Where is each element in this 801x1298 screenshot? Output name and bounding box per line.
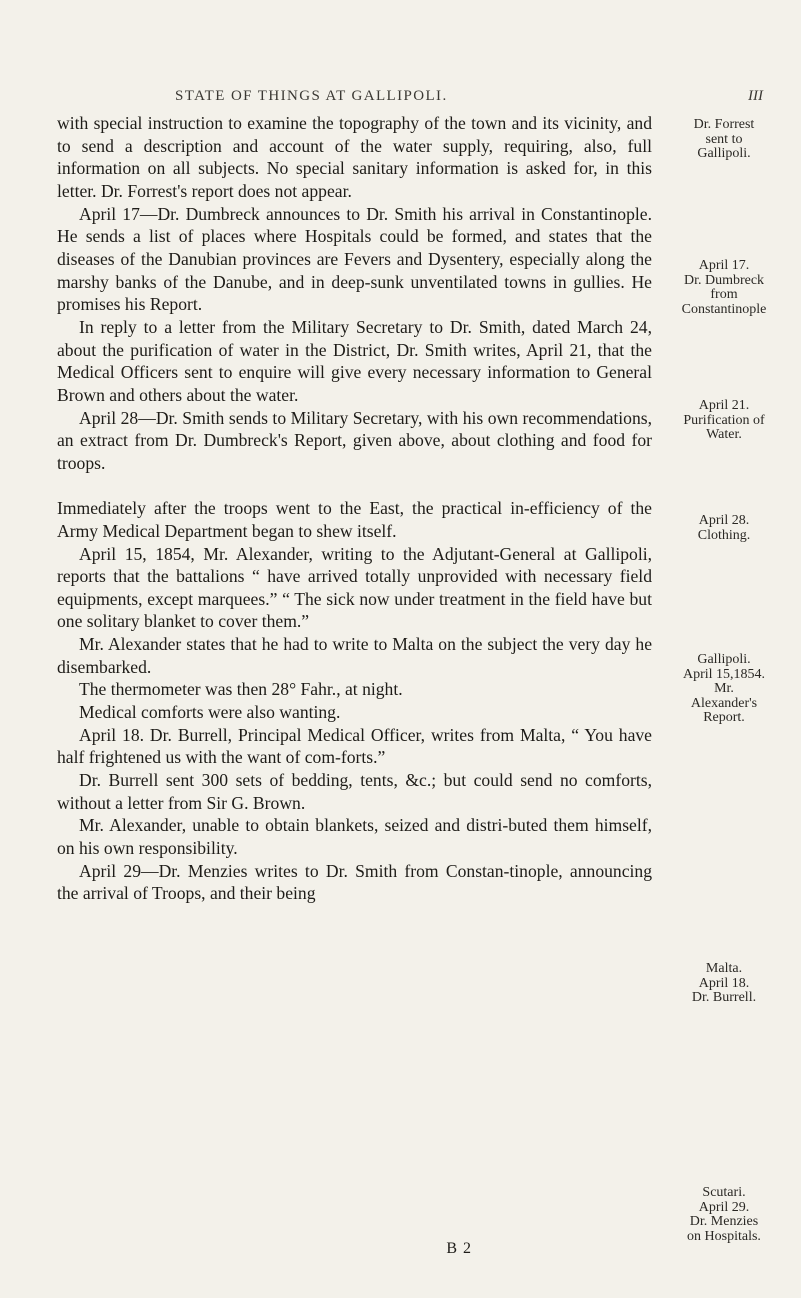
note-line: April 21.	[698, 398, 750, 413]
paragraph: April 17—Dr. Dumbreck announces to Dr. Smith his arrival in Constantinople. He sends a list of places where Hospitals could be formed, and states that the diseases of the Danubian provinces are Fevers and Dysentery, especially along the marshy banks of the Danube, and in deep-sunk unventilated towns in gullies. He promises his Report.	[57, 203, 652, 315]
note-line: sent to	[705, 131, 743, 147]
note-line: from	[710, 287, 738, 302]
running-title: STATE OF THINGS AT GALLIPOLI.	[175, 88, 448, 104]
margin-note-menzies	[660, 1186, 788, 1244]
paragraph: with special instruction to examine the topography of the town and its vicinity, and to send a description and account of the water supply, requiring, also, full information on all subjects. No special sanitary information is asked for, in this letter. Dr. Forrest's report does not appear.	[57, 113, 652, 201]
margin-note-clothing	[660, 514, 788, 543]
note-line: Dr. Forrest	[693, 117, 755, 132]
note-line: Malta.	[705, 961, 743, 976]
paragraph: In reply to a letter from the Military Secretary to Dr. Smith, dated March 24, about the purification of water in the District, Dr. Smith writes, April 21, that the Medical Officers sent to enquire will give every necessary information to General Brown and others about the water.	[57, 316, 652, 405]
note-line: Scutari.	[702, 1185, 746, 1200]
body-text	[57, 112, 652, 905]
margin-note-dumbreck	[660, 259, 788, 317]
paragraph: Mr. Alexander, unable to obtain blankets, seized and distri-buted them himself, on his own responsibility.	[57, 815, 652, 859]
note-line: Dr. Burrell.	[691, 990, 757, 1005]
note-line: Dr. Menzies	[689, 1214, 759, 1229]
note-line: Dr. Dumbreck	[683, 272, 765, 288]
note-line: Gallipoli.	[697, 652, 751, 667]
note-line: April 18.	[698, 975, 750, 991]
note-line: Constantinople	[681, 301, 767, 317]
note-line: Report.	[703, 710, 745, 725]
note-line: April 28.	[698, 513, 750, 528]
paragraph: Dr. Burrell sent 300 sets of bedding, tents, &c.; but could send no comforts, without a letter from Sir G. Brown.	[57, 770, 652, 813]
note-line: April 15,1854.	[682, 666, 766, 682]
signature-mark-wrap	[57, 1240, 652, 1258]
note-line: on Hospitals.	[687, 1228, 761, 1244]
note-line: April 29.	[698, 1199, 750, 1215]
paragraph: Medical comforts were also wanting.	[79, 702, 341, 723]
note-line: Clothing.	[697, 527, 751, 543]
page-number: III	[748, 88, 763, 104]
margin-note-alexander	[660, 653, 788, 726]
note-line: Gallipoli.	[697, 146, 751, 161]
margin-note-forrest	[660, 118, 788, 162]
margin-note-purification	[660, 399, 788, 443]
paragraph: April 29—Dr. Menzies writes to Dr. Smith from Constan-tinople, announcing the arrival of Troops, and their being	[57, 860, 652, 904]
paragraph: Immediately after the troops went to the East, the practical in-efficiency of the Army Medical Department began to shew itself.	[57, 498, 652, 541]
signature-mark: B 2	[446, 1240, 472, 1257]
paragraph: April 18. Dr. Burrell, Principal Medical Officer, writes from Malta, “ You have half frightened us with the want of com-forts.”	[57, 724, 652, 768]
paragraph: April 15, 1854, Mr. Alexander, writing to the Adjutant-General at Gallipoli, reports that the battalions “ have arrived totally unprovided with necessary field equipments, except marquees.” “ The sick now under treatment in the field have but one solitary blanket to cover them.”	[57, 543, 652, 632]
note-line: April 17.	[698, 258, 750, 273]
margin-note-burrell	[660, 962, 788, 1006]
section-gap	[57, 475, 652, 498]
note-line: Water.	[706, 427, 742, 442]
note-line: Alexander's	[690, 695, 758, 711]
paragraph: April 28—Dr. Smith sends to Military Secretary, with his own recommendations, an extract from Dr. Dumbreck's Report, given above, about clothing and food for troops.	[57, 407, 652, 473]
note-line: Mr.	[714, 681, 734, 696]
note-line: Purification of	[683, 412, 765, 428]
paragraph: The thermometer was then 28° Fahr., at night.	[79, 679, 403, 700]
paragraph: Mr. Alexander states that he had to write to Malta on the subject the very day he disembarked.	[57, 634, 652, 677]
